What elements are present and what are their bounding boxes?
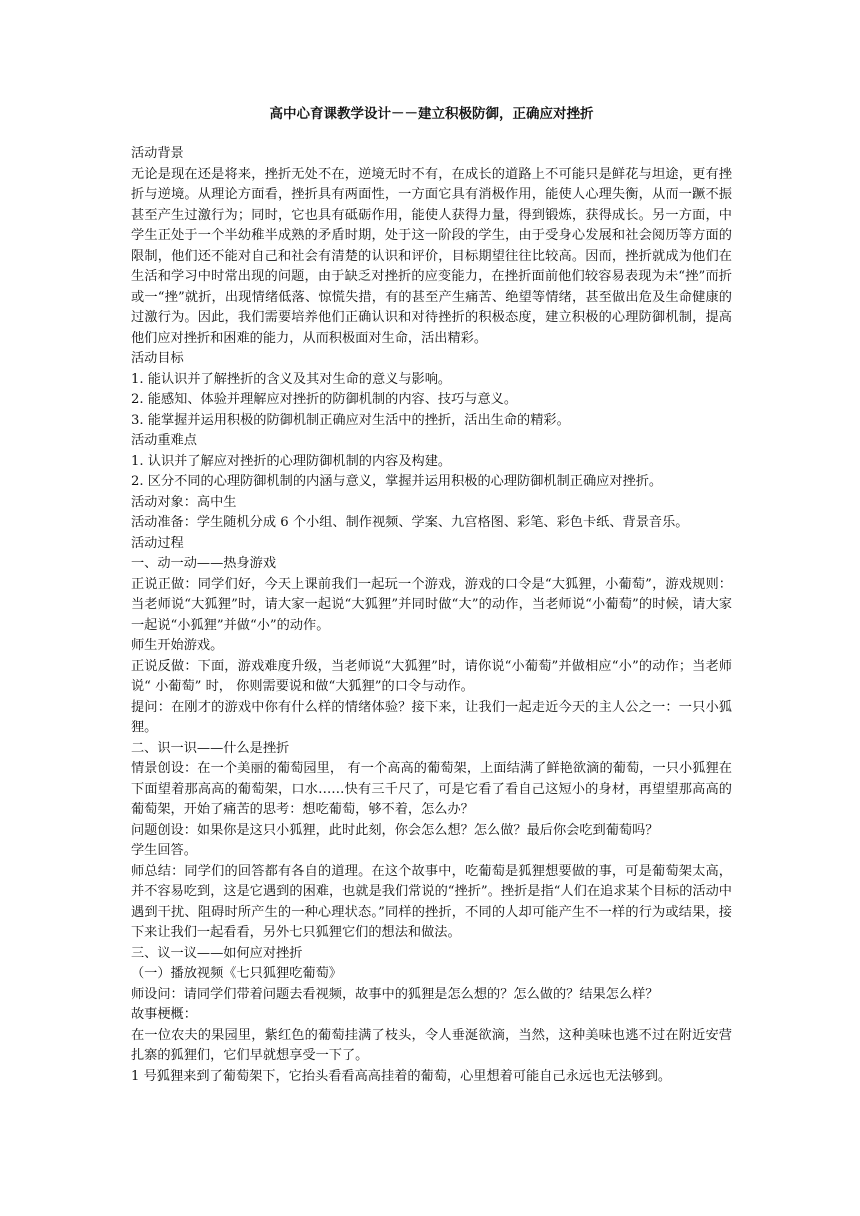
paragraph: 1. 能认识并了解挫折的含义及其对生命的意义与影响。 [131, 371, 452, 387]
paragraph: 活动目标 [131, 351, 184, 366]
paragraph: 活动准备：学生随机分成 6 个小组、制作视频、学案、九宫格图、彩笔、彩色卡纸、背景音乐。 [131, 515, 689, 530]
paragraph: 活动重难点 [131, 433, 197, 448]
paragraph: 师生开始游戏。 [131, 638, 224, 653]
paragraph: 活动过程 [131, 535, 184, 551]
paragraph: 正说正做：同学们好，今天上课前我们一起玩一个游戏，游戏的口令是“大狐狸，小葡萄”，游戏规则：当老师说“大狐狸”时，请大家一起说“大狐狸”并同时做“大”的动作，当老师说“小葡萄”的时候，请大家一起说“小狐狸”并做“小”的动作。 [131, 576, 732, 633]
paragraph: 师设问：请同学们带着问题去看视频，故事中的狐狸是怎么想的？怎么做的？结果怎么样？ [131, 986, 659, 1002]
paragraph: 活动背景 [131, 146, 184, 161]
paragraph: 学生回答。 [131, 843, 197, 858]
paragraph: 三、议一议——如何应对挫折 [131, 945, 303, 961]
paragraph: 活动对象：高中生 [131, 494, 237, 510]
paragraph: （一）播放视频《七只狐狸吃葡萄》 [131, 966, 342, 981]
paragraph: 1. 认识并了解应对挫折的心理防御机制的内容及构建。 [131, 453, 452, 469]
paragraph: 情景创设：在一个美丽的葡萄园里， 有一个高高的葡萄架，上面结满了鲜艳欲滴的葡萄，一只小狐狸在下面望着那高高的葡萄架，口水……快有三千尺了，可是它看了看自己这短小的身材，再望望那高高的葡萄架，开始了痛苦的思考：想吃葡萄，够不着，怎么办？ [131, 761, 732, 817]
paragraph: 3. 能掌握并运用积极的防御机制正确应对生活中的挫折，活出生命的精彩。 [131, 412, 570, 428]
paragraph: 问题创设：如果你是这只小狐狸，此时此刻，你会怎么想？怎么做？最后你会吃到葡萄吗？ [131, 822, 659, 838]
paragraph: 师总结：同学们的回答都有各自的道理。在这个故事中，吃葡萄是狐狸想要做的事，可是葡萄架太高，并不容易吃到，这是它遇到的困难，也就是我们常说的“挫折”。挫折是指“人们在追求某个目标的活动中遇到干扰、阻碍时所产生的一种心理状态。”同样的挫折，不同的人却可能产生不一样的行为或结果，接下来让我们一起看看，另外七只狐狸它们的想法和做法。 [131, 863, 732, 940]
paragraph: 二、识一识——什么是挫折 [131, 740, 290, 756]
paragraph: 在一位农夫的果园里，紫红色的葡萄挂满了枝头，令人垂涎欲滴，当然，这种美味也逃不过在附近安营扎寨的狐狸们，它们早就想享受一下了。 [131, 1027, 732, 1063]
paragraph: 一、动一动——热身游戏 [131, 556, 277, 571]
document-body [131, 144, 732, 1087]
paragraph: 正说反做：下面，游戏难度升级，当老师说“大狐狸”时，请你说“小葡萄”并做相应“小”的动作；当老师说“ 小葡萄” 时， 你则需要说和做“大狐狸”的口令与动作。 [131, 658, 732, 694]
paragraph: 2. 能感知、体验并理解应对挫折的防御机制的内容、技巧与意义。 [131, 392, 518, 407]
paragraph: 2. 区分不同的心理防御机制的内涵与意义，掌握并运用积极的心理防御机制正确应对挫折。 [131, 474, 663, 489]
paragraph: 故事梗概： [131, 1007, 197, 1022]
paragraph: 提问：在刚才的游戏中你有什么样的情绪体验？接下来，让我们一起走近今天的主人公之一：一只小狐狸。 [131, 699, 732, 735]
paragraph: 无论是现在还是将来，挫折无处不在，逆境无时不有，在成长的道路上不可能只是鲜花与坦途，更有挫折与逆境。从理论方面看，挫折具有两面性，一方面它具有消极作用，能使人心理失衡，从而一蹶不振甚至产生过激行为；同时，它也具有砥砺作用，能使人获得力量，得到锻炼，获得成长。另一方面，中学生正处于一个半幼稚半成熟的矛盾时期，处于这一阶段的学生，由于受身心发展和社会阅历等方面的限制，他们还不能对自己和社会有清楚的认识和评价，目标期望往往比较高。因而，挫折就成为他们在生活和学习中时常出现的问题，由于缺乏对挫折的应变能力，在挫折面前他们较容易表现为未“挫”而折或一“挫”就折，出现情绪低落、惊慌失措，有的甚至产生痛苦、绝望等情绪，甚至做出危及生命健康的过激行为。因此，我们需要培养他们正确认识和对待挫折的积极态度，建立积极的心理防御机制，提高他们应对挫折和困难的能力，从而积极面对生命，活出精彩。 [131, 166, 732, 346]
paragraph: 1 号狐狸来到了葡萄架下，它抬头看看高高挂着的葡萄，心里想着可能自己永远也无法够到。 [131, 1068, 672, 1084]
document-title: 高中心育课教学设计－－建立积极防御，正确应对挫折 [269, 106, 594, 122]
